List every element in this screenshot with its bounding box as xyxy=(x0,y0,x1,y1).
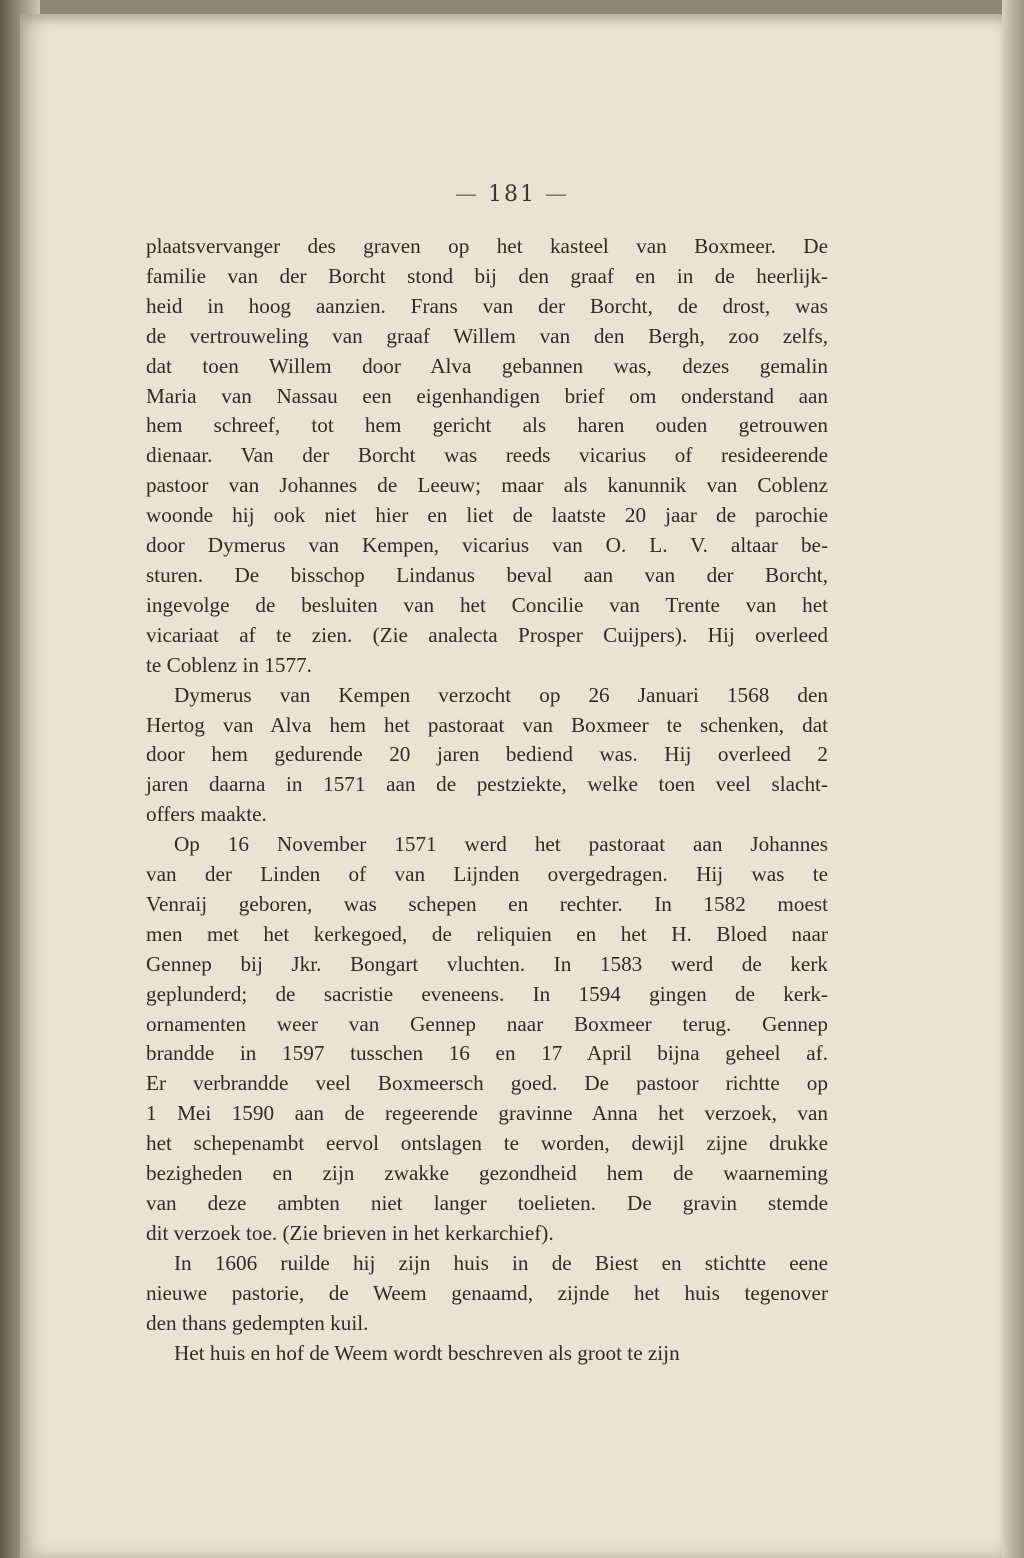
text-line: de vertrouweling van graaf Willem van den Bergh, zoo zelfs, xyxy=(146,323,828,348)
book-page xyxy=(20,14,1004,1558)
text-line: te Coblenz in 1577. xyxy=(146,652,312,677)
text-line: dit verzoek toe. (Zie brieven in het kerkarchief). xyxy=(146,1220,554,1245)
page-header xyxy=(20,182,1004,207)
text-line: Op 16 November 1571 werd het pastoraat aan Johannes xyxy=(174,832,828,857)
text-line: dienaar. Van der Borcht was reeds vicarius of resideerende xyxy=(146,443,828,468)
text-line: plaatsvervanger des graven op het kasteel van Boxmeer. De xyxy=(146,234,828,258)
text-line: woonde hij ook niet hier en liet de laatste 20 jaar de parochie xyxy=(146,503,828,528)
text-line: brandde in 1597 tusschen 16 en 17 April bijna geheel af. xyxy=(146,1041,828,1066)
text-line: pastoor van Johannes de Leeuw; maar als kanunnik van Coblenz xyxy=(146,473,828,498)
text-line: door hem gedurende 20 jaren bediend was. Hij overleed 2 xyxy=(146,742,828,767)
body-text xyxy=(146,232,828,1368)
text-line: heid in hoog aanzien. Frans van der Borcht, de drost, was xyxy=(146,293,828,318)
page-number: 181 xyxy=(488,182,536,207)
text-line: Er verbrandde veel Boxmeersch goed. De pastoor richtte op xyxy=(146,1071,828,1096)
text-line: bezigheden en zijn zwakke gezondheid hem de waarneming xyxy=(146,1161,828,1186)
paragraph xyxy=(146,232,828,681)
text-line: vicariaat af te zien. (Zie analecta Prosper Cuijpers). Hij overleed xyxy=(146,622,828,647)
header-dash-left: — xyxy=(455,182,479,207)
text-line: sturen. De bisschop Lindanus beval aan van der Borcht, xyxy=(146,562,828,587)
text-line: jaren daarna in 1571 aan de pestziekte, welke toen veel slacht- xyxy=(146,772,828,797)
text-line: In 1606 ruilde hij zijn huis in de Biest en stichtte eene xyxy=(174,1250,828,1275)
text-line: het schepenambt eervol ontslagen te worden, dewijl zijne drukke xyxy=(146,1131,828,1156)
text-line: geplunderd; de sacristie eveneens. In 1594 gingen de kerk- xyxy=(146,981,828,1006)
paragraph xyxy=(146,681,828,831)
text-line: Het huis en hof de Weem wordt beschreven als groot te zijn xyxy=(174,1340,680,1365)
text-line: offers maakte. xyxy=(146,802,267,827)
text-line: Venraij geboren, was schepen en rechter. In 1582 moest xyxy=(146,891,828,916)
paragraph xyxy=(146,1249,828,1339)
text-line: ingevolge de besluiten van het Concilie van Trente van het xyxy=(146,592,828,617)
text-line: familie van der Borcht stond bij den graaf en in de heerlijk- xyxy=(146,263,828,288)
text-line: Gennep bij Jkr. Bongart vluchten. In 1583 werd de kerk xyxy=(146,951,828,976)
page-edge xyxy=(1002,0,1024,1558)
text-line: Hertog van Alva hem het pastoraat van Boxmeer te schenken, dat xyxy=(146,712,828,737)
text-line: 1 Mei 1590 aan de regeerende gravinne Anna het verzoek, van xyxy=(146,1101,828,1126)
text-line: door Dymerus van Kempen, vicarius van O. L. V. altaar be- xyxy=(146,533,828,558)
text-line: van der Linden of van Lijnden overgedragen. Hij was te xyxy=(146,862,828,887)
text-line: van deze ambten niet langer toelieten. De gravin stemde xyxy=(146,1191,828,1215)
text-line: Dymerus van Kempen verzocht op 26 Januari 1568 den xyxy=(174,682,828,707)
header-dash-right: — xyxy=(545,182,569,207)
paragraph xyxy=(146,830,828,1249)
text-line: hem schreef, tot hem gericht als haren ouden getrouwen xyxy=(146,413,828,438)
text-line: ornamenten weer van Gennep naar Boxmeer terug. Gennep xyxy=(146,1011,828,1036)
text-line: dat toen Willem door Alva gebannen was, dezes gemalin xyxy=(146,353,828,378)
text-line: nieuwe pastorie, de Weem genaamd, zijnde het huis tegenover xyxy=(146,1280,828,1305)
text-line: men met het kerkegoed, de reliquien en het H. Bloed naar xyxy=(146,921,828,946)
text-line: den thans gedempten kuil. xyxy=(146,1310,369,1335)
paragraph xyxy=(146,1339,828,1369)
text-line: Maria van Nassau een eigenhandigen brief om onderstand aan xyxy=(146,383,828,408)
